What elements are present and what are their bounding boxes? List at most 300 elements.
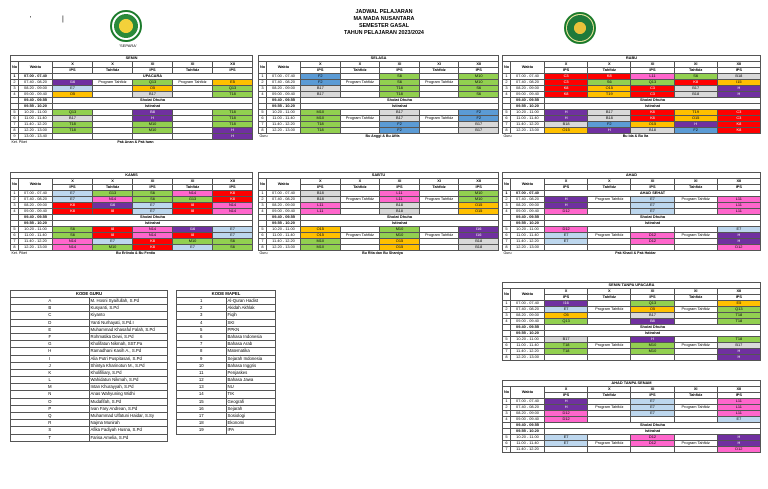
time-cell: 07.40 - 08.20 <box>19 80 53 86</box>
lesson-cell: B18 <box>301 197 341 203</box>
merged-activity-cell: Istirahat <box>301 104 499 110</box>
time-cell: 11.40 - 12.20 <box>19 122 53 128</box>
lesson-cell: B18 <box>545 122 588 128</box>
lesson-cell: H <box>213 134 253 140</box>
period-cell: 3 <box>11 203 19 209</box>
lesson-cell: B17 <box>459 128 499 134</box>
column-header: X <box>301 179 341 185</box>
column-header: X <box>93 179 133 185</box>
lesson-cell: K8 <box>53 203 93 209</box>
lesson-cell: L11 <box>301 203 341 209</box>
lesson-cell <box>674 447 717 453</box>
time-cell: 09.00 - 09.40 <box>19 209 53 215</box>
lesson-cell: K8 <box>588 74 631 80</box>
picket-teacher-note: Pak Anan & Pak Iwan <box>117 140 154 145</box>
period-cell: 7 <box>259 122 267 128</box>
lesson-cell: B17 <box>545 337 588 343</box>
schedule-table-kamis <box>10 172 253 256</box>
name-cell: Bahasa Arab <box>226 341 276 348</box>
lesson-cell: E7 <box>213 227 253 233</box>
column-header: XI <box>631 179 674 185</box>
time-cell: 08.20 - 09.00 <box>19 86 53 92</box>
merged-activity-cell: Istirahat <box>545 331 761 337</box>
code-cell: A <box>11 298 90 305</box>
period-cell: 8 <box>259 245 267 251</box>
lesson-cell: Program Tahfidz <box>419 80 459 86</box>
lesson-cell: H <box>545 116 588 122</box>
time-cell: 07.40 - 08.20 <box>511 405 545 411</box>
time-cell: 11.40 - 12.20 <box>511 122 545 128</box>
time-cell: 08.20 - 09.00 <box>267 86 301 92</box>
lesson-cell: M10 <box>631 349 674 355</box>
lesson-cell: D12 <box>631 441 674 447</box>
lesson-cell: D12 <box>717 447 760 453</box>
name-cell: Anas Wahyuning Widhi <box>89 391 168 398</box>
list-item <box>11 355 168 362</box>
merged-activity-cell: Sholat Dhuha <box>545 325 761 331</box>
period-cell: 1 <box>11 74 19 80</box>
title-line-1: JADWAL PELAJARAN <box>355 9 413 15</box>
lesson-cell: H <box>133 116 173 122</box>
lesson-cell: M10 <box>459 191 499 197</box>
teacher-code-table <box>10 290 168 442</box>
period-cell: 6 <box>11 116 19 122</box>
list-item <box>177 333 276 340</box>
code-cell: 13 <box>177 384 227 391</box>
column-subheader: Tahfidz <box>674 68 717 74</box>
column-subheader: Tahfidz <box>588 393 631 399</box>
column-header: Waktu <box>511 62 545 74</box>
lesson-cell <box>674 355 717 361</box>
lesson-cell: K8 <box>133 239 173 245</box>
code-cell: 15 <box>177 398 227 405</box>
lesson-cell: O15 <box>380 239 420 245</box>
lesson-cell: O15 <box>588 86 631 92</box>
name-cell: Muhammad Ulfatuni Haidar, S.Sy <box>89 413 168 420</box>
lesson-cell: C3 <box>717 110 760 116</box>
lesson-cell: I8 <box>93 227 133 233</box>
time-cell: 07.00 - 07.40 <box>511 74 545 80</box>
column-header: X <box>545 179 588 185</box>
column-subheader: Tahfidz <box>340 185 380 191</box>
lesson-cell: T18 <box>213 92 253 98</box>
lesson-cell: M10 <box>459 197 499 203</box>
lesson-cell: K8 <box>717 128 760 134</box>
lesson-cell: H <box>717 349 760 355</box>
lesson-cell: Program Tahfidz <box>588 343 631 349</box>
time-cell: 09.40 - 09.55 <box>267 98 301 104</box>
list-item <box>177 427 276 434</box>
lesson-cell: M10 <box>301 110 341 116</box>
lesson-cell: T18 <box>301 122 341 128</box>
lesson-cell: E7 <box>133 203 173 209</box>
list-item <box>177 413 276 420</box>
column-subheader: Tahfidz <box>340 68 380 74</box>
time-cell: 11.40 - 12.20 <box>511 239 545 245</box>
merged-activity-cell: Sholat Dhuha <box>53 215 253 221</box>
code-cell: L <box>11 377 90 384</box>
period-cell: 9 <box>11 134 19 140</box>
lesson-cell: E5 <box>213 80 253 86</box>
lesson-cell: O5 <box>133 86 173 92</box>
time-cell: 09.40 - 09.55 <box>267 215 301 221</box>
merged-activity-cell: Sholat Dhuha <box>545 98 761 104</box>
lesson-cell: B17 <box>53 116 93 122</box>
footer-label: Ket. Piket <box>11 140 27 145</box>
lesson-cell: F2 <box>380 122 420 128</box>
period-cell: 8 <box>11 245 19 251</box>
lesson-cell <box>631 355 674 361</box>
time-cell: 07.00 - 07.40 <box>19 74 53 80</box>
lesson-cell: Q13 <box>631 80 674 86</box>
name-cell: Geografi <box>226 398 276 405</box>
title-line-4: TAHUN PELAJARAN 2023/2024 <box>344 30 424 36</box>
merged-activity-cell: Istirahat <box>545 104 761 110</box>
period-cell: 3 <box>503 86 511 92</box>
time-cell: 09.00 - 09.40 <box>511 319 545 325</box>
footer-label: Guru <box>259 134 268 139</box>
lesson-cell: T18 <box>380 86 420 92</box>
merged-activity-cell: Istirahat <box>301 221 499 227</box>
merged-activity-cell: AHAD SEHAT <box>545 191 761 197</box>
lesson-cell: E7 <box>93 239 133 245</box>
column-header: Waktu <box>511 179 545 191</box>
list-item <box>177 348 276 355</box>
time-cell: 10.20 - 11.00 <box>511 435 545 441</box>
merged-activity-cell: Sholat Dhuha <box>545 215 761 221</box>
lesson-cell: Program Tahfidz <box>93 80 133 86</box>
time-cell: 08.20 - 09.00 <box>511 411 545 417</box>
lesson-cell: C3 <box>631 92 674 98</box>
footer-label: Ket. Piket <box>11 251 27 256</box>
column-subheader: IPS <box>631 295 674 301</box>
column-header: Waktu <box>511 289 545 301</box>
lesson-cell: D12 <box>545 411 588 417</box>
list-item <box>11 312 168 319</box>
time-cell: 09.55 - 10.20 <box>511 429 545 435</box>
code-cell: O <box>11 398 90 405</box>
column-subheader: IPS <box>459 68 499 74</box>
lesson-cell: B18 <box>380 203 420 209</box>
lesson-cell: F2 <box>459 110 499 116</box>
lesson-cell: K8 <box>545 86 588 92</box>
lesson-cell: H <box>717 233 760 239</box>
lesson-cell: B18 <box>674 92 717 98</box>
lesson-cell: T18 <box>213 110 253 116</box>
lesson-cell: E7 <box>631 411 674 417</box>
time-cell: 11.40 - 12.20 <box>267 239 301 245</box>
schedule-table-sabtu <box>258 172 499 256</box>
lesson-cell: Program Tahfidz <box>340 80 380 86</box>
lesson-cell: D12 <box>631 233 674 239</box>
code-cell: 4 <box>177 319 227 326</box>
lesson-cell: E7 <box>53 191 93 197</box>
column-header: X <box>545 62 588 68</box>
code-cell: 6 <box>177 333 227 340</box>
time-cell: 07.40 - 08.20 <box>267 197 301 203</box>
column-header: Waktu <box>19 179 53 191</box>
column-header: XI <box>173 62 213 68</box>
lesson-cell: D12 <box>717 245 760 251</box>
column-subheader: Tahfidz <box>173 185 213 191</box>
day-title: AHAD TANPA SENAM <box>503 381 761 387</box>
column-header: No <box>503 62 511 74</box>
lesson-cell: T18 <box>717 313 760 319</box>
lesson-cell: N14 <box>53 245 93 251</box>
period-cell: 2 <box>259 197 267 203</box>
list-item <box>11 413 168 420</box>
column-subheader: IPS <box>631 185 674 191</box>
name-cell: Sosiologi <box>226 413 276 420</box>
column-header: X <box>93 62 133 68</box>
lesson-cell: E7 <box>173 245 213 251</box>
code-cell: H <box>11 348 90 355</box>
lesson-cell: B18 <box>717 74 760 80</box>
period-cell: 2 <box>503 307 511 313</box>
time-cell: 10.20 - 11.00 <box>19 110 53 116</box>
time-cell: 09.55 - 10.20 <box>511 331 545 337</box>
column-subheader: Tahfidz <box>674 185 717 191</box>
time-cell: 08.20 - 09.00 <box>511 203 545 209</box>
subject-code-table <box>176 290 276 435</box>
column-subheader: IPS <box>631 68 674 74</box>
period-cell: 6 <box>259 233 267 239</box>
column-subheader: IPS <box>133 68 173 74</box>
day-title: KAMIS <box>11 173 253 179</box>
period-cell: 5 <box>503 227 511 233</box>
name-cell: Ramadhani Kasih A., S.Pd <box>89 348 168 355</box>
lesson-cell: N14 <box>213 209 253 215</box>
name-cell: Al-Quran Hadist <box>226 298 276 305</box>
lesson-cell: S6 <box>213 239 253 245</box>
code-cell: M <box>11 384 90 391</box>
lesson-cell: Program Tahfidz <box>419 233 459 239</box>
time-cell: 09.40 - 09.55 <box>511 423 545 429</box>
column-header: XII <box>459 62 499 68</box>
column-header: XII <box>717 289 760 295</box>
period-cell: 1 <box>259 191 267 197</box>
lesson-cell: S6 <box>380 80 420 86</box>
lesson-cell: D12 <box>631 239 674 245</box>
lesson-cell: K8 <box>717 122 760 128</box>
day-title: RABU <box>503 56 761 62</box>
code-cell: I <box>11 355 90 362</box>
column-subheader: IPS <box>717 393 760 399</box>
lesson-cell: M10 <box>631 343 674 349</box>
period-cell: 6 <box>503 233 511 239</box>
merged-activity-cell: Istirahat <box>53 104 253 110</box>
name-cell: Penjaskes <box>226 369 276 376</box>
lesson-cell: L11 <box>380 191 420 197</box>
schedule-table-ahad-tanpa <box>502 380 761 453</box>
lesson-cell: Program Tahfidz <box>674 405 717 411</box>
time-cell: 09.00 - 09.40 <box>511 92 545 98</box>
column-subheader: IPS <box>717 295 760 301</box>
column-subheader: IPS <box>213 68 253 74</box>
lesson-cell: I16 <box>173 227 213 233</box>
time-cell: 10.20 - 11.00 <box>511 337 545 343</box>
code-cell: 7 <box>177 341 227 348</box>
code-cell: 1 <box>177 298 227 305</box>
time-cell: 11.00 - 11.40 <box>267 116 301 122</box>
period-cell: 6 <box>503 441 511 447</box>
lesson-cell: D12 <box>631 435 674 441</box>
lesson-cell: N14 <box>133 233 173 239</box>
list-item <box>177 319 276 326</box>
column-header: XI <box>173 179 213 185</box>
time-cell: 07.00 - 07.40 <box>511 301 545 307</box>
period-cell: 2 <box>11 197 19 203</box>
column-header: XI <box>631 387 674 393</box>
list-item <box>177 362 276 369</box>
column-header: XII <box>459 179 499 185</box>
list-item <box>177 369 276 376</box>
time-cell: 07.40 - 08.20 <box>511 307 545 313</box>
column-subheader: Tahfidz <box>93 185 133 191</box>
time-cell: 07.40 - 08.20 <box>511 197 545 203</box>
name-cell: Yanti Nurhayati, S.Pd.I <box>89 319 168 326</box>
code-cell: 16 <box>177 405 227 412</box>
name-cell: NU <box>226 384 276 391</box>
lesson-cell: H <box>717 435 760 441</box>
footer-label: Guru <box>259 251 268 256</box>
name-cell: TIK <box>226 391 276 398</box>
merged-activity-cell: Sholat Dhuha <box>301 98 499 104</box>
name-cell: Intan Khurayyah, S.Pd <box>89 384 168 391</box>
column-subheader: Tahfidz <box>419 68 459 74</box>
schedule-table-rabu <box>502 55 761 139</box>
lesson-cell: S6 <box>588 80 631 86</box>
lesson-cell: S6 <box>213 245 253 251</box>
name-cell: Matematika <box>226 348 276 355</box>
lesson-cell: O15 <box>459 203 499 209</box>
period-cell: 4 <box>259 209 267 215</box>
column-header: Waktu <box>511 387 545 399</box>
lesson-cell: E7 <box>545 435 588 441</box>
lesson-cell: N14 <box>53 239 93 245</box>
lesson-cell: T18 <box>717 319 760 325</box>
lesson-cell: Program Tahfidz <box>674 233 717 239</box>
time-cell: 12.20 - 13.00 <box>19 245 53 251</box>
lesson-cell: O15 <box>380 245 420 251</box>
column-header: XI <box>631 289 674 295</box>
code-cell: C <box>11 312 90 319</box>
name-cell: Bahasa Jawa <box>226 377 276 384</box>
time-cell: 11.00 - 11.40 <box>511 233 545 239</box>
day-title: SENIN TANPA UPACARA <box>503 283 761 289</box>
lesson-cell: B17 <box>717 343 760 349</box>
lesson-cell <box>631 447 674 453</box>
title-line-2: MA MADA NUSANTARA <box>353 16 415 22</box>
column-subheader: IPS <box>545 185 588 191</box>
period-cell: 3 <box>259 86 267 92</box>
column-header: XI <box>674 387 717 393</box>
lesson-cell: Program Tahfidz <box>419 116 459 122</box>
lesson-cell: M10 <box>301 239 341 245</box>
lesson-cell: G13 <box>93 191 133 197</box>
lesson-cell: C3 <box>717 116 760 122</box>
list-item <box>177 326 276 333</box>
code-cell: 14 <box>177 391 227 398</box>
list-item <box>11 319 168 326</box>
lesson-cell: B18 <box>588 116 631 122</box>
period-cell: 7 <box>11 122 19 128</box>
lesson-cell: M10 <box>380 227 420 233</box>
column-header: X <box>340 62 380 68</box>
time-cell: 11.00 - 11.40 <box>19 116 53 122</box>
lesson-cell: F2 <box>301 74 341 80</box>
lesson-cell: K8 <box>133 245 173 251</box>
lesson-cell: E7 <box>545 441 588 447</box>
period-cell: 6 <box>11 233 19 239</box>
list-item <box>177 405 276 412</box>
period-cell: 3 <box>11 86 19 92</box>
period-cell: 1 <box>259 74 267 80</box>
lesson-cell <box>545 447 588 453</box>
list-item <box>177 305 276 312</box>
list-item <box>11 405 168 412</box>
code-cell: T <box>11 434 90 441</box>
name-cell: Wahidatun Nikmah, S.Pd <box>89 377 168 384</box>
time-cell: 09.40 - 09.55 <box>511 325 545 331</box>
code-cell: 11 <box>177 369 227 376</box>
lesson-cell: K8 <box>545 92 588 98</box>
lesson-cell: M10 <box>133 122 173 128</box>
lesson-cell: B17 <box>631 313 674 319</box>
lesson-cell: H <box>717 92 760 98</box>
day-title: SABTU <box>259 173 499 179</box>
list-item <box>177 398 276 405</box>
lesson-cell: Q13 <box>213 86 253 92</box>
time-cell: 10.20 - 11.00 <box>19 227 53 233</box>
lesson-cell: O15 <box>459 209 499 215</box>
picket-teacher-note: Bu Ida & Bu Ita <box>622 134 649 139</box>
list-item <box>11 377 168 384</box>
time-cell: 09.55 - 10.20 <box>19 104 53 110</box>
lesson-cell: B17 <box>301 92 341 98</box>
lesson-cell: K8 <box>631 116 674 122</box>
lesson-cell: Program Tahfidz <box>588 405 631 411</box>
period-cell: 2 <box>259 80 267 86</box>
column-header: XI <box>419 179 459 185</box>
lesson-cell: I8 <box>173 203 213 209</box>
code-cell: 9 <box>177 355 227 362</box>
lesson-cell: I16 <box>459 233 499 239</box>
lesson-cell: L11 <box>717 411 760 417</box>
period-cell: 3 <box>259 203 267 209</box>
lesson-cell: E7 <box>53 197 93 203</box>
list-item <box>177 377 276 384</box>
column-header: X <box>588 387 631 393</box>
period-cell: 8 <box>259 128 267 134</box>
stray-mark: ' <box>30 16 32 23</box>
lesson-cell: Program Tahfidz <box>588 233 631 239</box>
column-header: X <box>545 289 588 295</box>
time-cell: 11.40 - 12.20 <box>267 122 301 128</box>
time-cell: 10.20 - 11.00 <box>511 110 545 116</box>
column-header: XI <box>674 179 717 185</box>
column-header: No <box>11 179 19 191</box>
lesson-cell: N14 <box>213 203 253 209</box>
lesson-cell: Q13 <box>545 319 588 325</box>
period-cell: 4 <box>503 209 511 215</box>
lesson-cell: H <box>717 239 760 245</box>
lesson-cell: S6 <box>133 197 173 203</box>
lesson-cell: L11 <box>717 209 760 215</box>
picket-teacher-note: Bu Rita dan Bu Shantya <box>362 251 403 256</box>
column-subheader: IPS <box>53 68 93 74</box>
time-cell: 09.00 - 09.40 <box>19 92 53 98</box>
